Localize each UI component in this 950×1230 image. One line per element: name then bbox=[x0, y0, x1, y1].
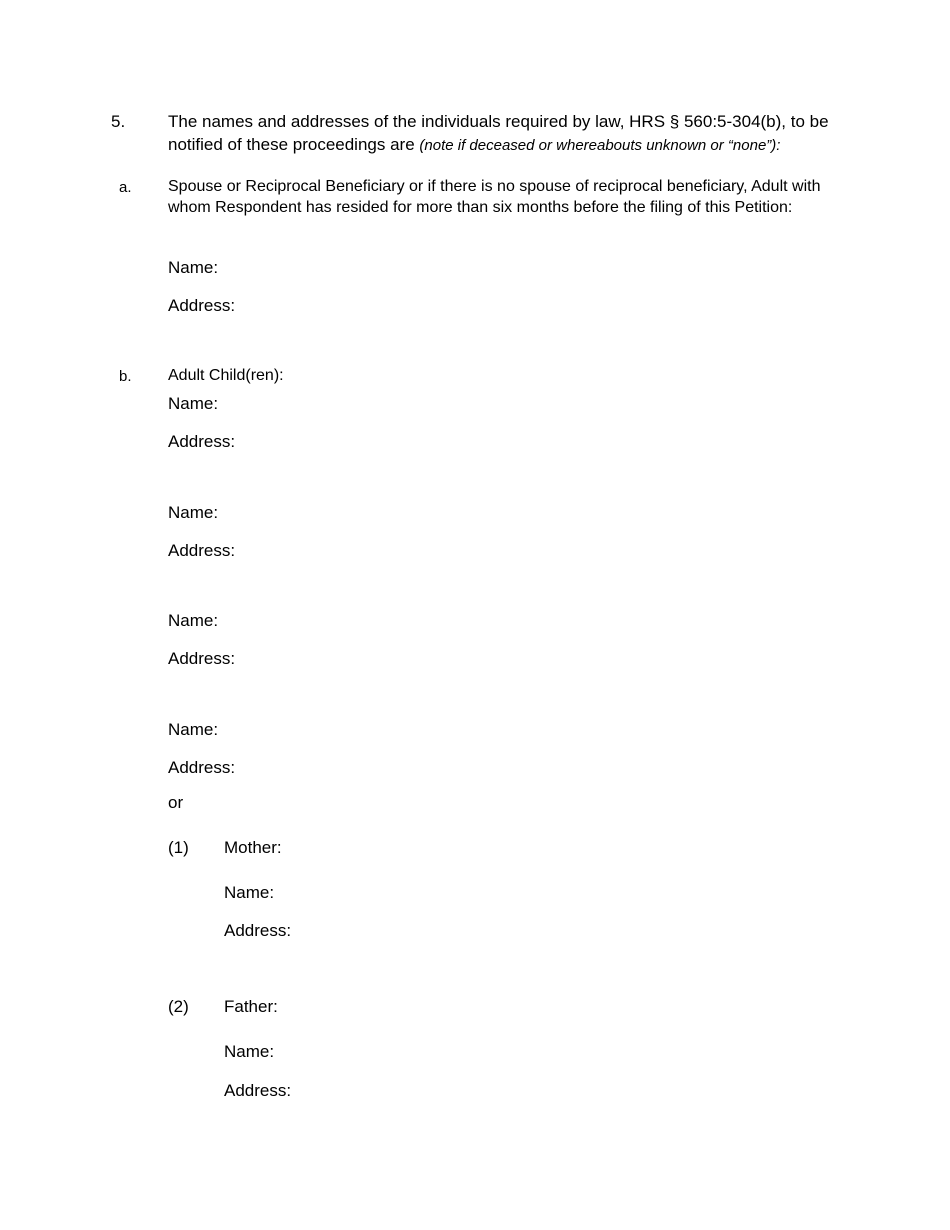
father-name-label: Name: bbox=[224, 1042, 275, 1061]
child-2-address-label: Address: bbox=[168, 541, 236, 560]
child-4-address-label: Address: bbox=[168, 758, 236, 777]
child-1-address-label: Address: bbox=[168, 432, 236, 451]
child-3-address-label: Address: bbox=[168, 649, 236, 668]
father-number: (2) bbox=[168, 997, 189, 1016]
item-a-letter: a. bbox=[119, 179, 132, 196]
father-label: Father: bbox=[224, 997, 278, 1016]
mother-name-label: Name: bbox=[224, 883, 275, 902]
section-5-paragraph bbox=[168, 110, 848, 157]
father-address-label: Address: bbox=[224, 1081, 292, 1100]
child-3-name-label: Name: bbox=[168, 611, 219, 630]
child-4-name-label: Name: bbox=[168, 720, 219, 739]
item-a-address-label: Address: bbox=[168, 296, 236, 315]
section-5-text: The names and addresses of the individuals required by law, HRS § 560:5-304(b), to be notified of these proceedings are bbox=[168, 112, 829, 154]
mother-address-label: Address: bbox=[224, 921, 292, 940]
child-1-name-label: Name: bbox=[168, 394, 219, 413]
child-2-name-label: Name: bbox=[168, 503, 219, 522]
mother-label: Mother: bbox=[224, 838, 282, 857]
section-5-note: (note if deceased or whereabouts unknown or “none”): bbox=[419, 137, 781, 154]
item-a-name-label: Name: bbox=[168, 258, 219, 277]
item-b-letter: b. bbox=[119, 368, 132, 385]
mother-number: (1) bbox=[168, 838, 189, 857]
item-a-text: Spouse or Reciprocal Beneficiary or if there is no spouse of reciprocal beneficiary, Adult with whom Respondent has resided for more than six months before the filing of this Petition: bbox=[168, 178, 821, 216]
item-b-heading: Adult Child(ren): bbox=[168, 367, 284, 384]
or-text: or bbox=[168, 793, 184, 812]
section-number: 5. bbox=[111, 112, 126, 131]
